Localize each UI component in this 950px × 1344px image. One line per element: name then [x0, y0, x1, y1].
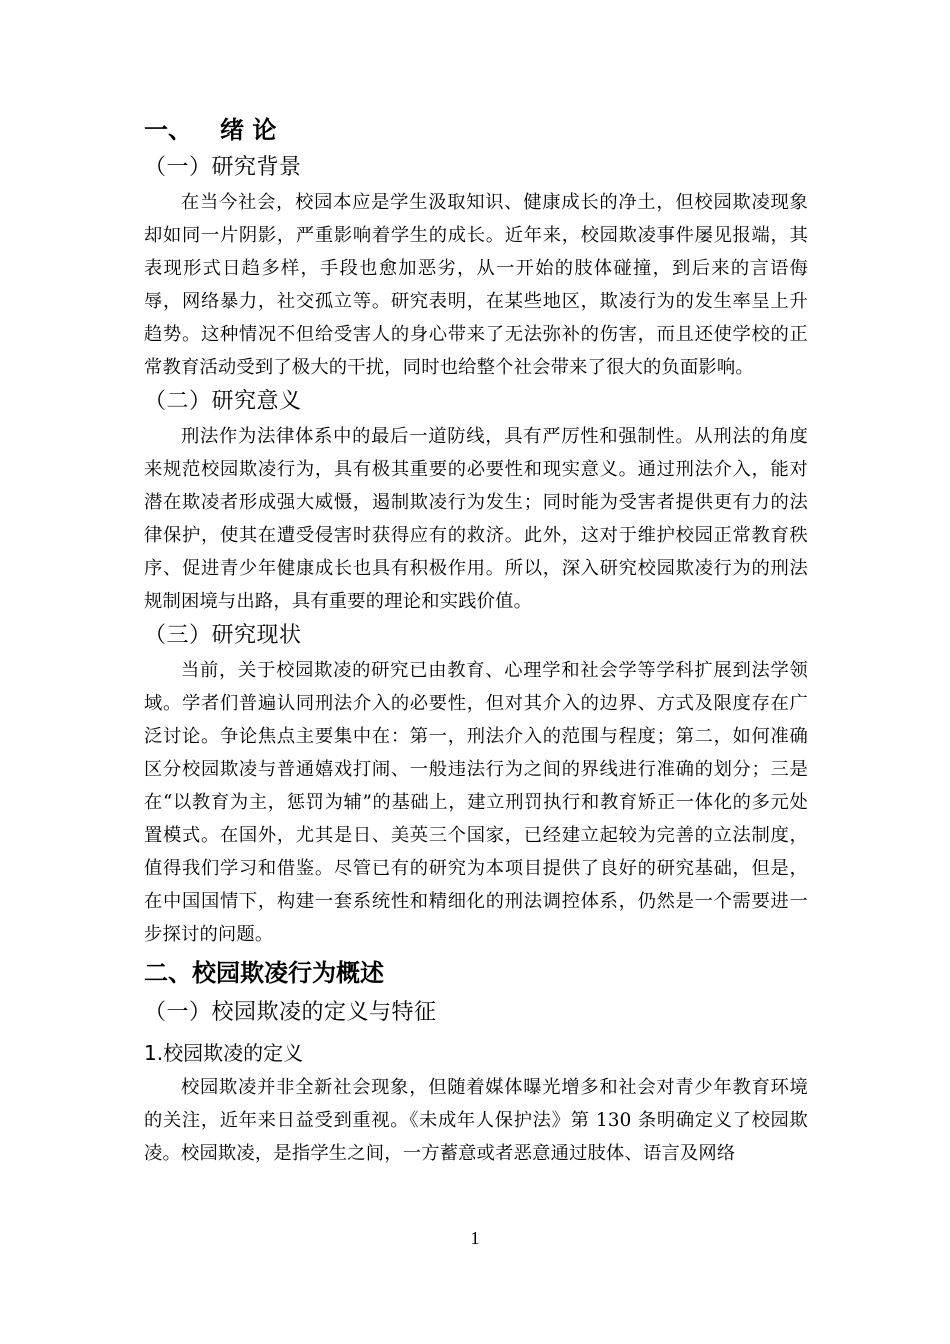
chapter-heading-overview: 二、校园欺凌行为概述 [144, 959, 384, 987]
chapter-number: 一、 [144, 116, 192, 144]
paragraph-significance: 刑法作为法律体系中的最后一道防线，具有严厉性和强制性。从刑法的角度来规范校园欺凌行为，具有极其重要的必要性和现实意义。通过刑法介入，能对潜在欺凌者形成强大威慑，遏制欺凌行为发生；同时能为受害者提供更有力的法律保护，使其在遭受侵害时获得应有的救济。此外，这对于维护校园正常教育秩序、促进青少年健康成长也具有积极作用。所以，深入研究校园欺凌行为的刑法规制困境与出路，具有重要的理论和实践价值。 [144, 426, 808, 612]
page-content [144, 112, 808, 1170]
paragraph-status: 当前，关于校园欺凌的研究已由教育、心理学和社会学等学科扩展到法学领域。学者们普遍认同刑法介入的必要性，但对其介入的边界、方式及限度存在广泛讨论。争论焦点主要集中在：第一，刑法介入的范围与程度；第二，如何准确区分校园欺凌与普通嬉戏打闹、一般违法行为之间的界线进行准确的划分；三是在“以教育为主，惩罚为辅”的基础上，建立刑罚执行和教育矫正一体化的多元处置模式。在国外，尤其是日、美英三个国家，已经建立起较为完善的立法制度，值得我们学习和借鉴。尽管已有的研究为本项目提供了良好的研究基础，但是，在中国国情下，构建一套系统性和精细化的刑法调控体系，仍然是一个需要进一步探讨的问题。 [144, 660, 808, 945]
section-heading-significance: （二）研究意义 [144, 389, 302, 414]
section-heading-status: （三）研究现状 [144, 623, 302, 648]
subsection-heading-definition: 1.校园欺凌的定义 [144, 1041, 304, 1065]
paragraph-background: 在当今社会，校园本应是学生汲取知识、健康成长的净土，但校园欺凌现象却如同一片阴影，严重影响着学生的成长。近年来，校园欺凌事件屡见报端，其表现形式日趋多样，手段也愈加恶劣，从一开始的肢体碰撞，到后来的言语侮辱，网络暴力，社交孤立等。研究表明，在某些地区，欺凌行为的发生率呈上升趋势。这种情况不但给受害人的身心带来了无法弥补的伤害，而且还使学校的正常教育活动受到了极大的干扰，同时也给整个社会带来了很大的负面影响。 [144, 192, 808, 378]
page-number: 1 [470, 1228, 480, 1248]
section-heading-definition: （一）校园欺凌的定义与特征 [144, 1000, 437, 1025]
section-heading-background: （一）研究背景 [144, 155, 302, 180]
paragraph-definition: 校园欺凌并非全新社会现象，但随着媒体曝光增多和社会对青少年教育环境的关注，近年来日益受到重视。《未成年人保护法》第 130 条明确定义了校园欺凌。校园欺凌，是指学生之间，一方蓄意或者恶意通过肢体、语言及网络 [144, 1077, 808, 1164]
chapter-title: 绪 论 [220, 116, 277, 144]
chapter-heading-intro [144, 112, 808, 150]
